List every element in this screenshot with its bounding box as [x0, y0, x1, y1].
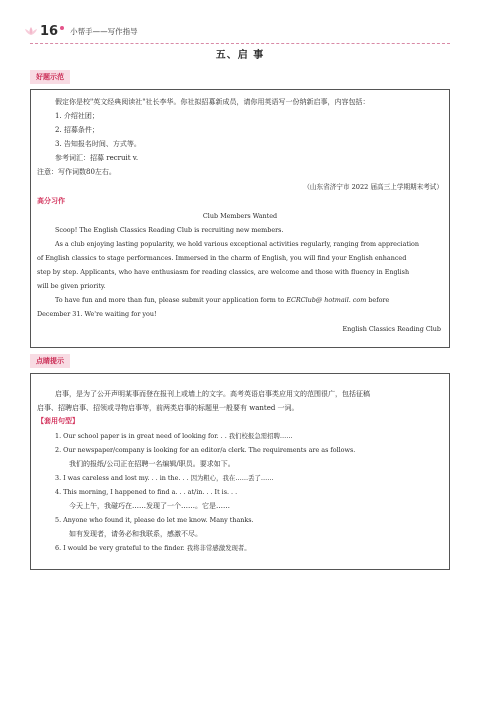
- task-vocab: 参考词汇：招募 recruit v.: [55, 154, 139, 162]
- model-box: [30, 89, 450, 348]
- sample-line-6-text: To have fun and more than fun, please submit your application form to: [55, 296, 285, 304]
- sample-line-2: As a club enjoying lasting popularity, we hold various exceptional activities regularly, ranging from appreciation: [55, 240, 419, 248]
- section-tag-tips: 点睛提示: [30, 354, 70, 368]
- sample-line-4: step by step. Applicants, who have enthusiasm for reading classics, are welcome and those with fluency in English: [37, 268, 410, 276]
- sample-before: before: [368, 296, 390, 304]
- pattern-5-zh: 如有发现者，请务必和我联系，感激不尽。: [69, 530, 202, 538]
- tips-para-line-1: 启事，是为了公开声明某事而登在报刊上或墙上的文字。高考英语启事类应用文的范围很广，包括征稿: [55, 390, 370, 398]
- pattern-2-zh: 我们的报纸/公司正在招聘一名编辑/职员。要求如下。: [69, 460, 235, 468]
- task-point-1: 1. 介绍社团；: [55, 112, 99, 120]
- task-point-3: 3. 告知报名时间、方式等。: [55, 140, 141, 148]
- pattern-4-zh: 今天上午，我碰巧在……发现了一个……。它是……: [69, 502, 230, 510]
- page-dot: [60, 26, 64, 30]
- sample-line-7: December 31. We're waiting for you!: [37, 310, 157, 318]
- pattern-2: 2. Our newspaper/company is looking for an editor/a clerk. The requirements are as follows.: [55, 446, 356, 454]
- series-title: 小帮手——写作指导: [70, 26, 138, 36]
- tips-box: [30, 373, 450, 570]
- pattern-6: 6. I would be very grateful to the finder. 我将非常感激发现者。: [55, 544, 251, 552]
- task-point-2: 2. 招募条件；: [55, 126, 99, 134]
- section-tag-model: 好题示范: [30, 70, 70, 84]
- sample-title: Club Members Wanted: [202, 212, 278, 220]
- sample-label: 高分习作: [37, 197, 65, 205]
- page-header: [30, 22, 138, 40]
- sample-line-5: will be given priority.: [37, 282, 106, 290]
- sample-signature: English Classics Reading Club: [342, 325, 441, 333]
- sample-email: ECRClub@ hotmail. com: [286, 296, 367, 304]
- pattern-3: 3. I was careless and lost my. . . in the. . . 因为粗心，我在……丢了……: [55, 474, 274, 482]
- pattern-1: 1. Our school paper is in great need of looking for. . . 我们校报急需招聘……: [55, 432, 293, 440]
- task-source: （山东省济宁市 2022 届高三上学期期末考试）: [303, 183, 443, 191]
- patterns-label: 【套用句型】: [37, 417, 79, 425]
- page-title: 五、启 事: [215, 50, 265, 61]
- tips-para-line-2: 启事、招聘启事、招领或寻物启事等，前两类启事的标题里一般要有 wanted 一词。: [37, 404, 299, 412]
- pattern-5: 5. Anyone who found it, please do let me know. Many thanks.: [55, 516, 254, 524]
- task-note: 注意：写作词数80左右。: [37, 168, 116, 176]
- header-divider: [30, 43, 450, 44]
- task-intro: 假定你是校"英文经典阅读社"社长李华。你社拟招募新成员，请你用英语写一份纳新启事，内容包括：: [55, 98, 370, 106]
- sample-line-6: [55, 294, 389, 308]
- page-number: 16: [40, 23, 59, 39]
- sample-line-1: Scoop! The English Classics Reading Club is recruiting new members.: [55, 226, 284, 234]
- pattern-4: 4. This morning, I happened to find a. . . at/in. . . It is. . .: [55, 488, 238, 496]
- sample-line-3: of English classics to stage performances. Immersed in the charm of English, you will find your English enhanced: [37, 254, 407, 262]
